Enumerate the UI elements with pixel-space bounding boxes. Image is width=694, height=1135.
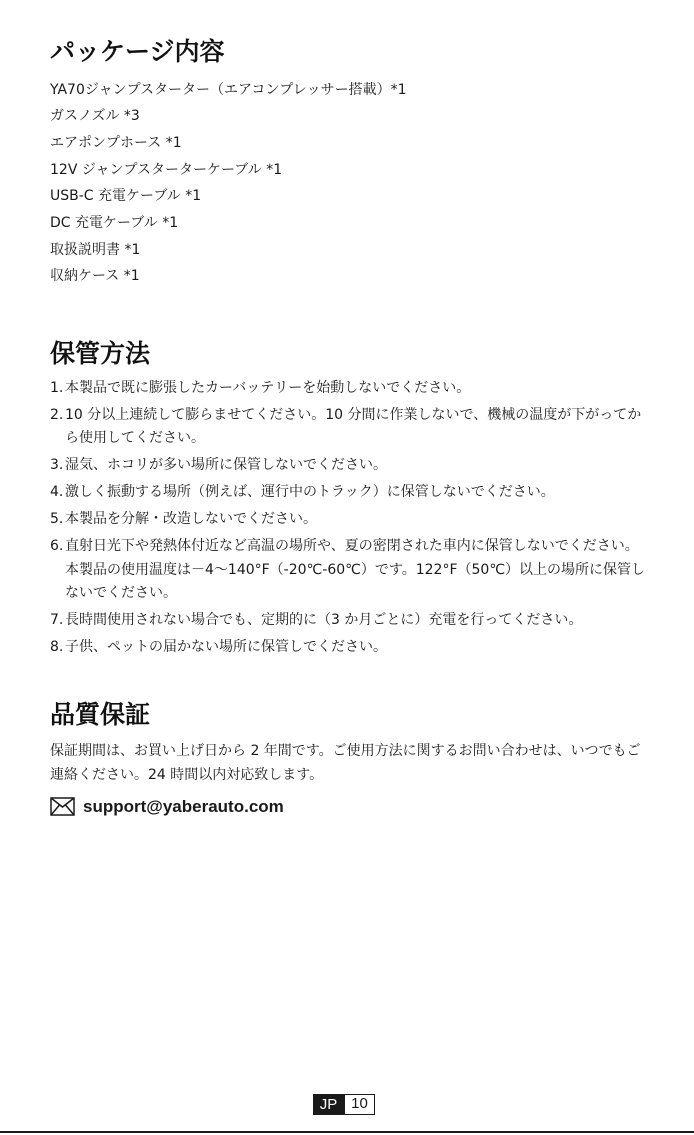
package-item: 12V ジャンプスターターケーブル *1 bbox=[50, 161, 283, 178]
page-number: 10 bbox=[344, 1094, 375, 1115]
item-number: 1. bbox=[50, 379, 64, 396]
support-email-link[interactable]: support@yaberauto.com bbox=[83, 796, 284, 816]
storage-item bbox=[50, 454, 646, 478]
storage-item bbox=[50, 535, 646, 606]
contact-row bbox=[50, 797, 646, 817]
item-text: 本製品を分解・改造しないでください。 bbox=[65, 511, 317, 527]
storage-item bbox=[50, 404, 646, 451]
envelope-icon bbox=[50, 797, 75, 816]
storage-title: 保管方法 bbox=[50, 339, 151, 368]
storage-section bbox=[50, 340, 646, 660]
item-number: 6. bbox=[50, 538, 64, 554]
storage-item bbox=[50, 609, 646, 633]
item-text: 本製品で既に膨張したカーバッテリーを始動しないでください。 bbox=[65, 379, 471, 396]
storage-item bbox=[50, 481, 646, 505]
package-item: 収納ケース *1 bbox=[50, 268, 140, 285]
bottom-rule bbox=[0, 1131, 694, 1133]
item-text: 10 分以上連続して膨らませてください。10 分間に作業しないで、機械の温度が下がってから使用してください。 bbox=[65, 406, 642, 446]
item-text: 直射日光下や発熱体付近など高温の場所や、夏の密閉された車内に保管しないでください。本製品の使用温度は－4～140°F（-20℃-60℃）です。122°F（50℃）以上の場所に保管しないでください。 bbox=[65, 538, 646, 601]
package-item: 取扱説明書 *1 bbox=[50, 241, 141, 258]
item-text: 長時間使用されない場合でも、定期的に（3 か月ごとに）充電を行ってください。 bbox=[65, 612, 583, 628]
item-text: 湿気、ホコリが多い場所に保管しないでください。 bbox=[65, 457, 387, 473]
warranty-title: 品質保証 bbox=[50, 700, 151, 729]
item-number: 4. bbox=[50, 484, 64, 500]
item-number: 8. bbox=[50, 639, 64, 655]
warranty-section bbox=[50, 701, 646, 817]
package-item: USB-C 充電ケーブル *1 bbox=[50, 188, 202, 205]
package-title: パッケージ内容 bbox=[50, 37, 225, 66]
page-marker bbox=[313, 1094, 375, 1115]
item-number: 2. bbox=[50, 406, 64, 423]
item-text: 子供、ペットの届かない場所に保管しでください。 bbox=[65, 639, 387, 655]
package-item: ガスノズル *3 bbox=[50, 108, 140, 125]
warranty-body: 保証期間は、お買い上げ日から 2 年間です。ご使用方法に関するお問い合わせは、いつでもご連絡ください。24 時間以内対応致します。 bbox=[50, 742, 641, 783]
package-item: エアポンプホース *1 bbox=[50, 134, 182, 151]
package-item: YA70ジャンプスターター（エアコンプレッサー搭載）*1 bbox=[50, 81, 407, 98]
storage-item bbox=[50, 508, 646, 532]
item-text: 激しく振動する場所（例えば、運行中のトラック）に保管しないでください。 bbox=[65, 484, 555, 500]
package-section bbox=[50, 38, 650, 290]
item-number: 5. bbox=[50, 511, 64, 527]
storage-item bbox=[50, 377, 646, 401]
storage-list bbox=[50, 377, 646, 660]
storage-item bbox=[50, 636, 646, 660]
item-number: 7. bbox=[50, 612, 64, 628]
package-list bbox=[50, 77, 650, 291]
item-number: 3. bbox=[50, 457, 64, 473]
language-badge: JP bbox=[313, 1094, 344, 1115]
package-item: DC 充電ケーブル *1 bbox=[50, 215, 179, 232]
